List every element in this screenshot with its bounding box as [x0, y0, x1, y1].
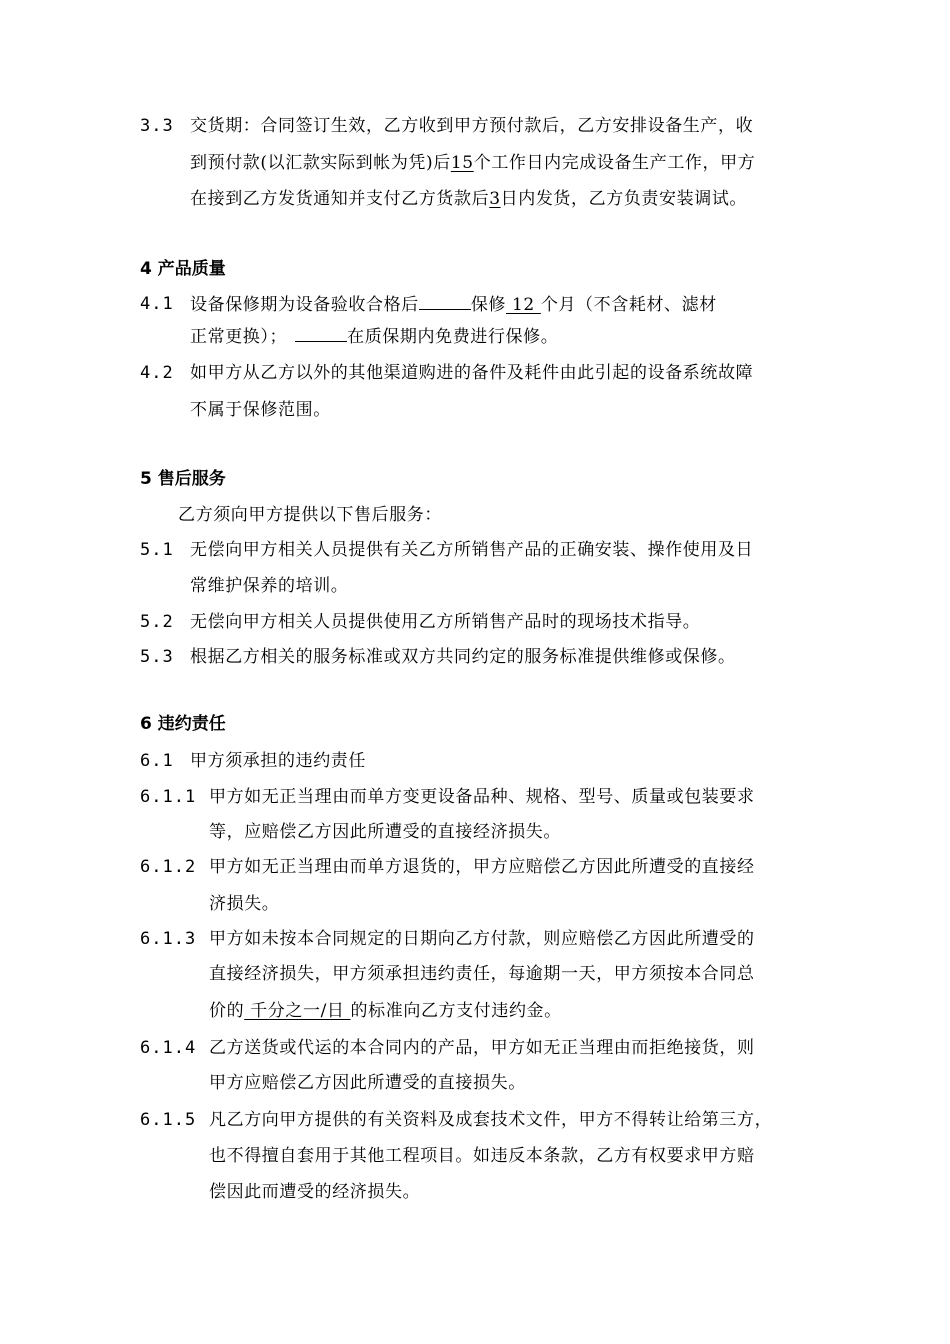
- clause-5-1-line-1: 无偿向甲方相关人员提供有关乙方所销售产品的正确安装、操作使用及日: [190, 540, 754, 560]
- clause-number-6-1: 6.1: [140, 751, 174, 771]
- clause-6-1-3-line-1: 甲方如未按本合同规定的日期向乙方付款，则应赔偿乙方因此所遭受的: [209, 929, 755, 949]
- clause-number-6-1-4: 6.1.4: [140, 1038, 197, 1058]
- delivery-days-value: 3: [489, 189, 501, 209]
- clause-4-1-line-1: [190, 293, 717, 316]
- clause-number-5-2: 5.2: [140, 612, 174, 632]
- clause-number-4-1: 4.1: [140, 294, 174, 314]
- clause-6-1-1-line-1: 甲方如无正当理由而单方变更设备品种、规格、型号、质量或包装要求: [209, 787, 755, 807]
- after-sales-intro: 乙方须向甲方提供以下售后服务：: [178, 505, 442, 525]
- clause-6-1-3-line-3-a: 价的: [209, 1001, 245, 1021]
- clause-number-6-1-2: 6.1.2: [140, 857, 197, 877]
- blank-underline: [419, 293, 471, 310]
- production-days-value: 15: [450, 153, 474, 173]
- clause-6-1-1-line-2: 等，应赔偿乙方因此所遭受的直接经济损失。: [209, 822, 561, 842]
- clause-number-5-3: 5.3: [140, 647, 174, 667]
- clause-4-1-line-1-b: 保修: [470, 295, 507, 315]
- clause-4-1-line-2-b: 在质保期内免费进行保修。: [347, 327, 559, 347]
- clause-number-5-1: 5.1: [140, 540, 174, 560]
- clause-6-1-3-line-3: [209, 1000, 562, 1022]
- clause-4-1-line-1-a: 设备保修期为设备验收合格后: [190, 295, 419, 315]
- clause-6-1-2-line-1: 甲方如无正当理由而单方退货的，甲方应赔偿乙方因此所遭受的直接经: [209, 857, 755, 877]
- clause-3-3-line-1: 交货期：合同签订生效，乙方收到甲方预付款后，乙方安排设备生产，收: [190, 116, 754, 136]
- clause-4-2-line-2: 不属于保修范围。: [190, 400, 331, 420]
- clause-number-6-1-5: 6.1.5: [140, 1110, 197, 1130]
- section-heading-liability: 6 违约责任: [140, 714, 226, 734]
- clause-6-1-2-line-2: 济损失。: [209, 894, 280, 914]
- penalty-rate-value: 千分之一/日: [244, 1001, 351, 1021]
- clause-3-3-line-3-b: 日内发货，乙方负责安装调试。: [500, 189, 748, 209]
- clause-6-1-line-1: 甲方须承担的违约责任: [190, 751, 366, 771]
- clause-5-2-line-1: 无偿向甲方相关人员提供使用乙方所销售产品时的现场技术指导。: [190, 612, 701, 632]
- clause-3-3-line-3-a: 在接到乙方发货通知并支付乙方货款后: [190, 189, 490, 209]
- clause-3-3-line-2: [190, 152, 755, 174]
- clause-4-1-line-2-a: 正常更换）；: [190, 327, 288, 347]
- clause-3-3-line-2-b: 个工作日内完成设备生产工作，甲方: [473, 153, 756, 173]
- warranty-months-value: 12: [506, 295, 541, 315]
- clause-4-1-line-1-c: 个月（不含耗材、滤材: [540, 295, 717, 315]
- section-heading-product-quality: 4 产品质量: [140, 259, 226, 279]
- clause-6-1-3-line-2: 直接经济损失，甲方须承担违约责任，每逾期一天，甲方须按本合同总: [209, 964, 755, 984]
- clause-5-1-line-2: 常维护保养的培训。: [190, 576, 349, 596]
- clause-6-1-5-line-2: 也不得擅自套用于其他工程项目。如违反本条款，乙方有权要求甲方赔: [209, 1146, 755, 1166]
- clause-number-6-1-3: 6.1.3: [140, 929, 197, 949]
- clause-3-3-line-2-a: 到预付款(以汇款实际到帐为凭)后: [190, 153, 451, 173]
- clause-5-3-line-1: 根据乙方相关的服务标准或双方共同约定的服务标准提供维修或保修。: [190, 647, 736, 667]
- clause-4-2-line-1: 如甲方从乙方以外的其他渠道购进的备件及耗件由此引起的设备系统故障: [190, 363, 754, 383]
- clause-number-4-2: 4.2: [140, 363, 174, 383]
- clause-number-6-1-1: 6.1.1: [140, 787, 197, 807]
- blank-underline: [295, 325, 347, 342]
- clause-number-3-3: 3.3: [140, 116, 174, 136]
- clause-3-3-line-3: [190, 188, 747, 210]
- clause-6-1-5-line-1: 凡乙方向甲方提供的有关资料及成套技术文件，甲方不得转让给第三方，: [209, 1110, 773, 1130]
- section-heading-after-sales: 5 售后服务: [140, 469, 226, 489]
- clause-4-1-line-2: [190, 325, 558, 348]
- clause-6-1-4-line-2: 甲方应赔偿乙方因此所遭受的直接损失。: [209, 1073, 526, 1093]
- clause-6-1-4-line-1: 乙方送货或代运的本合同内的产品，甲方如无正当理由而拒绝接货，则: [209, 1038, 755, 1058]
- clause-6-1-3-line-3-b: 的标准向乙方支付违约金。: [350, 1001, 562, 1021]
- clause-6-1-5-line-3: 偿因此而遭受的经济损失。: [209, 1182, 421, 1202]
